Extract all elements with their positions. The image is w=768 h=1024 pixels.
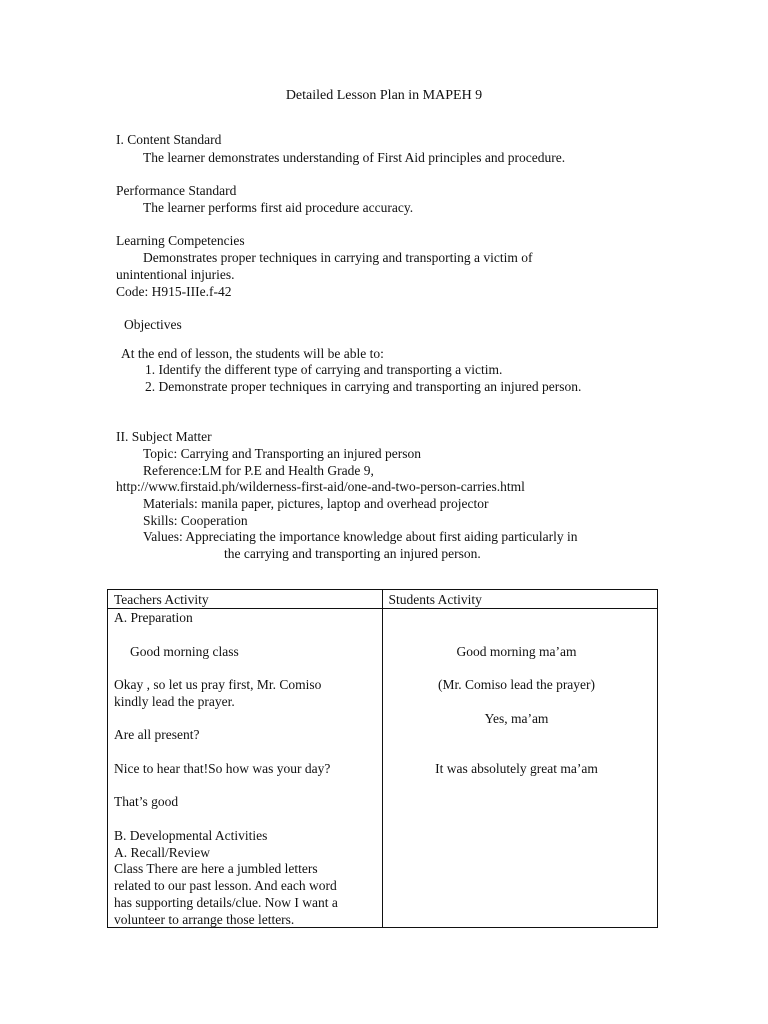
- content-standard-heading: I. Content Standard: [116, 132, 222, 147]
- jumbled-line1: Class There are here a jumbled letters: [114, 861, 318, 876]
- teachers-activity-header: Teachers Activity: [108, 590, 383, 609]
- learning-competencies-text-line2: unintentional injuries.: [116, 267, 235, 282]
- objective-item: 2. Demonstrate proper techniques in carrying and transporting an injured person.: [145, 379, 582, 394]
- teacher-activity-cell: [108, 609, 383, 928]
- developmental-activities-heading: B. Developmental Activities: [114, 828, 268, 843]
- competency-code: Code: H915-IIIe.f-42: [116, 284, 232, 299]
- teacher-greeting: Good morning class: [130, 644, 239, 659]
- document-title: Detailed Lesson Plan in MAPEH 9: [285, 88, 483, 103]
- jumbled-line3: has supporting details/clue. Now I want a: [114, 895, 338, 910]
- teacher-day-question: Nice to hear that!So how was your day?: [114, 761, 331, 776]
- jumbled-line2: related to our past lesson. And each word: [114, 878, 337, 893]
- student-day-answer: It was absolutely great ma’am: [435, 761, 598, 776]
- activity-table-header-row: [108, 590, 658, 609]
- subject-matter-heading: II. Subject Matter: [116, 429, 212, 444]
- subject-matter-values-line1: Values: Appreciating the importance knowledge about first aiding particularly in: [143, 529, 578, 544]
- performance-standard-heading: Performance Standard: [116, 183, 237, 198]
- teacher-thats-good: That’s good: [114, 794, 179, 809]
- student-prayer: (Mr. Comiso lead the prayer): [437, 677, 596, 692]
- teacher-pray-line1: Okay , so let us pray first, Mr. Comiso: [114, 677, 322, 692]
- activity-table: [107, 589, 658, 928]
- learning-competencies-heading: Learning Competencies: [116, 233, 245, 248]
- student-activity-cell: [382, 609, 658, 928]
- subject-matter-topic: Topic: Carrying and Transporting an injured person: [143, 446, 422, 461]
- content-standard-text: The learner demonstrates understanding of First Aid principles and procedure.: [143, 150, 566, 165]
- students-activity-header: Students Activity: [382, 590, 658, 609]
- subject-matter-skills: Skills: Cooperation: [143, 513, 248, 528]
- learning-competencies-text-line1: Demonstrates proper techniques in carrying and transporting a victim of: [143, 250, 533, 265]
- student-present: Yes, ma’am: [484, 711, 549, 726]
- teacher-pray-line2: kindly lead the prayer.: [114, 694, 235, 709]
- jumbled-line4: volunteer to arrange those letters.: [114, 912, 295, 927]
- activity-table-row: [108, 609, 658, 928]
- objectives-intro: At the end of lesson, the students will be able to:: [121, 346, 384, 361]
- teacher-attendance: Are all present?: [114, 727, 200, 742]
- preparation-heading: A. Preparation: [114, 610, 193, 625]
- subject-matter-materials: Materials: manila paper, pictures, laptop and overhead projector: [143, 496, 489, 511]
- recall-review-heading: A. Recall/Review: [114, 845, 210, 860]
- subject-matter-reference: Reference:LM for P.E and Health Grade 9,: [143, 463, 374, 478]
- objectives-heading: Objectives: [124, 317, 182, 332]
- subject-matter-values-line2: the carrying and transporting an injured person.: [224, 546, 481, 561]
- performance-standard-text: The learner performs first aid procedure accuracy.: [143, 200, 414, 215]
- reference-url: http://www.firstaid.ph/wilderness-first-aid/one-and-two-person-carries.html: [116, 479, 525, 494]
- student-greeting: Good morning ma’am: [456, 644, 577, 659]
- objective-item: 1. Identify the different type of carrying and transporting a victim.: [145, 362, 503, 377]
